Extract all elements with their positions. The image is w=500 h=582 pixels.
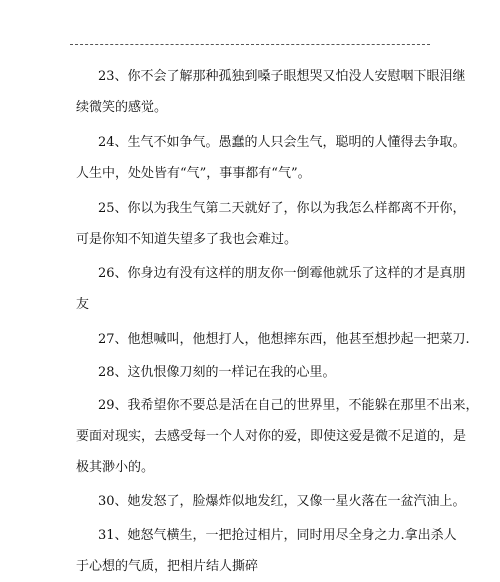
- paragraph-line: 友: [76, 297, 90, 312]
- paragraph-line: 要面对现实，去感受每一个人对你的爱，即使这爱是微不足道的，是: [76, 429, 467, 444]
- paragraph-28: [76, 357, 436, 388]
- paragraph-line: 24、生气不如争气。愚蠢的人只会生气，聪明的人懂得去争取。: [98, 135, 466, 150]
- paragraph-line: 续微笑的感觉。: [76, 100, 168, 115]
- paragraph-line: 29、我希望你不要总是活在自己的世界里，不能躲在那里不出来，: [98, 398, 479, 413]
- paragraph-line: 可是你知不知道失望多了我也会难过。: [76, 232, 298, 247]
- paragraph-line: 于心想的气质，把相片结人撕碎: [76, 559, 259, 574]
- paragraph-line: 极其渺小的。: [76, 460, 155, 475]
- paragraph-23: [76, 61, 466, 123]
- paragraph-line: 31、她怒气横生，一把抢过相片，同时用尽全身之力.拿出杀人: [98, 528, 457, 543]
- paragraph-27: [76, 324, 470, 355]
- paragraph-30: [76, 486, 466, 517]
- paragraph-line: 25、你以为我生气第二天就好了，你以为我怎么样都离不开你，: [98, 201, 466, 216]
- paragraph-line: 27、他想喊叫，他想打人，他想摔东西，他甚至想抄起一把菜刀.: [98, 332, 470, 347]
- paragraph-29: [76, 390, 479, 483]
- paragraph-25: [76, 193, 466, 255]
- paragraph-24: [76, 127, 466, 189]
- header-divider: [70, 44, 430, 45]
- paragraph-31: [76, 520, 457, 582]
- paragraph-line: 26、你身边有没有这样的朋友你一倒霉他就乐了这样的才是真朋: [98, 266, 466, 281]
- paragraph-line: 人生中，处处皆有“气”，事事都有“气”。: [76, 166, 311, 181]
- paragraph-line: 23、你不会了解那种孤独到嗓子眼想哭又怕没人安慰咽下眼泪继: [98, 69, 466, 84]
- paragraph-line: 28、这仇恨像刀刻的一样记在我的心里。: [98, 365, 336, 380]
- paragraph-26: [76, 258, 466, 320]
- paragraph-line: 30、她发怒了，脸爆炸似地发红，又像一星火落在一盆汽油上。: [98, 494, 466, 509]
